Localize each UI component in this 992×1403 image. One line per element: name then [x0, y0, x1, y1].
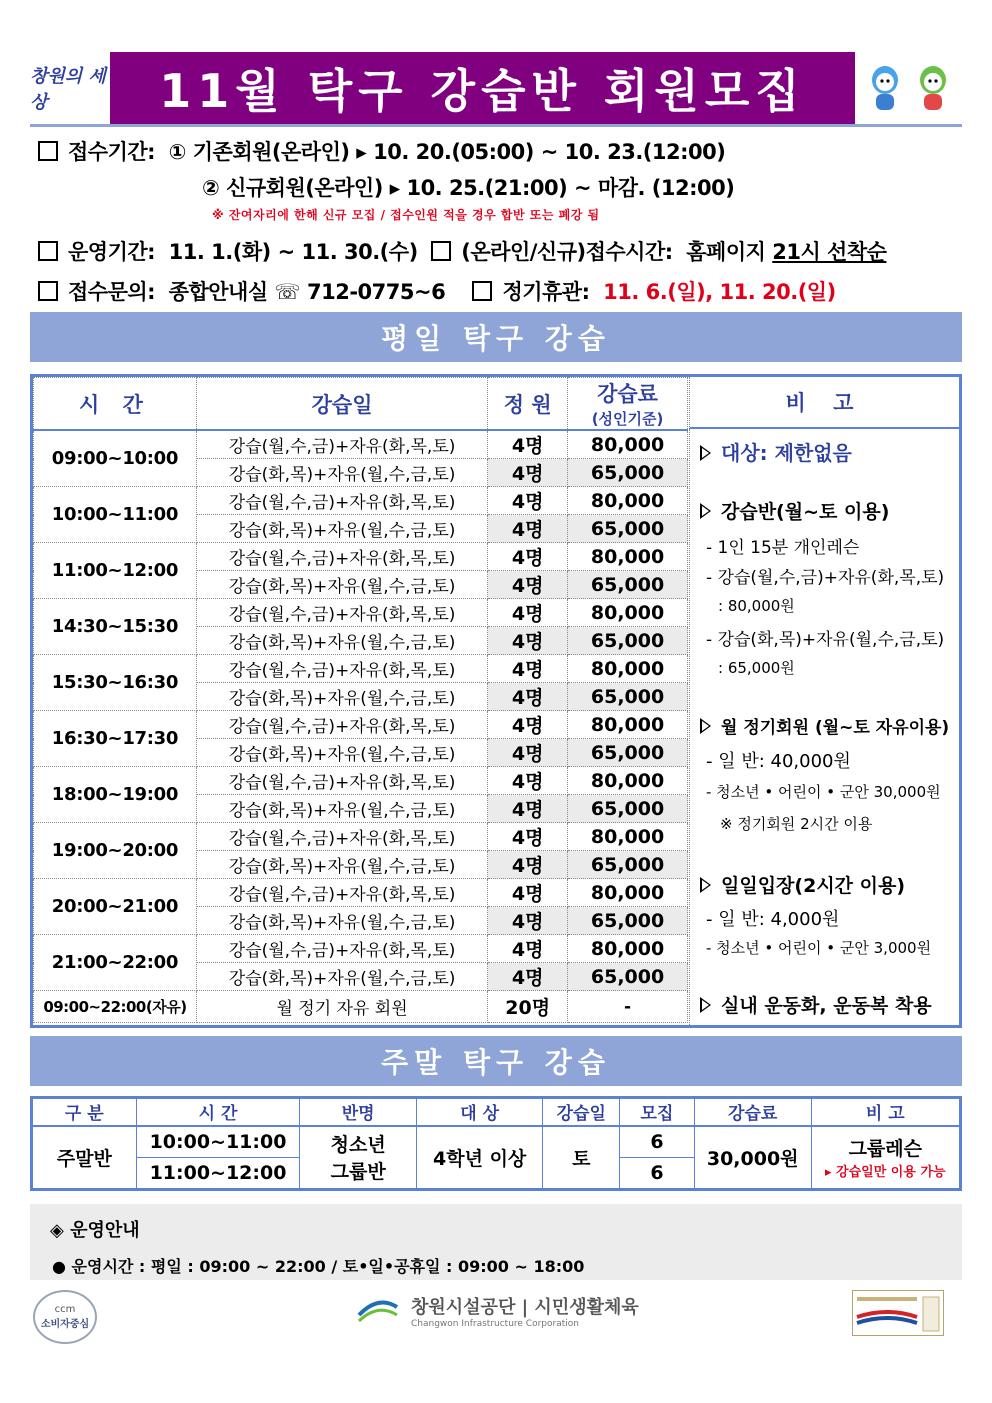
org-logo — [355, 1293, 639, 1329]
table-row — [34, 487, 688, 515]
we-class-name-2: 그룹반 — [330, 1161, 386, 1184]
certificate-badge — [852, 1290, 944, 1336]
ccm-badge-main: 소비자중심 — [40, 1319, 90, 1330]
header-divider — [30, 124, 962, 127]
mascot-green-icon — [914, 64, 952, 114]
we-count-1: 6 — [620, 1126, 695, 1158]
row-time: 18:00~19:00 — [34, 767, 197, 823]
row-class-a: 강습(월,수,금)+자유(화,목,토) — [196, 487, 487, 515]
row-time: 15:30~16:30 — [34, 655, 197, 711]
row-time: 19:00~20:00 — [34, 823, 197, 879]
guide-hours: ● 운영시간 : 평일 : 09:00 ~ 22:00 / 토•일•공휴일 : 09:00 ~ 18:00 — [52, 1257, 585, 1276]
row-time: 11:00~12:00 — [34, 543, 197, 599]
row-class-b: 강습(화,목)+자유(월,수,금,토) — [196, 683, 487, 711]
page-title: 11월 탁구 강습반 회원모집 — [110, 52, 855, 124]
row-class-b: 강습(화,목)+자유(월,수,금,토) — [196, 739, 487, 767]
free-capacity: 20명 — [488, 991, 568, 1023]
remark-monthly-2: - 청소년 • 어린이 • 군안 30,000원 — [706, 783, 941, 801]
online-prefix: 홈페이지 — [686, 240, 766, 264]
we-header-day: 강습일 — [543, 1098, 620, 1126]
we-class-name — [300, 1126, 417, 1190]
table-row-free — [34, 991, 688, 1023]
row-time: 21:00~22:00 — [34, 935, 197, 991]
header-fee-label: 강습료 — [597, 382, 658, 406]
remark-lesson-heading: 강습반(월~토 이용) — [700, 497, 889, 524]
row-capacity-a: 4명 — [488, 767, 568, 795]
checkbox-icon — [38, 281, 58, 301]
row-class-b: 강습(화,목)+자유(월,수,금,토) — [196, 851, 487, 879]
row-fee-b: 65,000 — [568, 795, 688, 823]
row-capacity-b: 4명 — [488, 459, 568, 487]
row-fee-a: 80,000 — [568, 935, 688, 963]
free-class: 월 정기 자유 회원 — [196, 991, 487, 1023]
header-time: 시 간 — [34, 378, 197, 431]
row-fee-b: 65,000 — [568, 571, 688, 599]
table-row — [34, 430, 688, 459]
org-name: 창원시설공단 | 시민생활체육 — [411, 1297, 639, 1318]
triangle-icon — [700, 445, 711, 461]
reception-note: ※ 잔여자리에 한해 신규 모집 / 접수인원 적을 경우 합반 또는 폐강 됨 — [212, 208, 600, 222]
period-value: 11. 1.(화) ~ 11. 30.(수) — [168, 240, 418, 264]
row-class-b: 강습(화,목)+자유(월,수,금,토) — [196, 515, 487, 543]
row-fee-b: 65,000 — [568, 627, 688, 655]
triangle-icon — [700, 718, 711, 734]
table-row — [34, 711, 688, 739]
row-capacity-b: 4명 — [488, 795, 568, 823]
org-emblem-icon — [355, 1293, 401, 1329]
period-line — [38, 236, 886, 266]
online-value: 21시 선착순 — [772, 240, 887, 264]
row-class-b: 강습(화,목)+자유(월,수,금,토) — [196, 571, 487, 599]
row-fee-a: 80,000 — [568, 823, 688, 851]
row-class-a: 강습(월,수,금)+자유(화,목,토) — [196, 823, 487, 851]
row-class-b: 강습(화,목)+자유(월,수,금,토) — [196, 963, 487, 991]
row-capacity-a: 4명 — [488, 430, 568, 459]
we-time-2: 11:00~12:00 — [136, 1158, 300, 1190]
ccm-badge — [33, 1290, 97, 1344]
row-capacity-a: 4명 — [488, 879, 568, 907]
remark-lesson-2: - 강습(월,수,금)+자유(화,목,토) — [706, 568, 945, 588]
closed-value: 11. 6.(일), 11. 20.(일) — [603, 280, 836, 304]
guide-title: ◈ 운영안내 — [50, 1220, 140, 1241]
remark-lesson-3-price: : 65,000원 — [718, 659, 795, 677]
header-capacity: 정 원 — [488, 378, 568, 431]
row-fee-b: 65,000 — [568, 515, 688, 543]
row-fee-b: 65,000 — [568, 459, 688, 487]
row-time: 09:00~10:00 — [34, 430, 197, 487]
row-class-a: 강습(월,수,금)+자유(화,목,토) — [196, 879, 487, 907]
row-time: 10:00~11:00 — [34, 487, 197, 543]
table-row — [34, 879, 688, 907]
remark-daily-heading: 일일입장(2시간 이용) — [700, 871, 905, 898]
row-capacity-b: 4명 — [488, 963, 568, 991]
reception-line-1 — [38, 136, 725, 166]
remark-target: 대상: 제한없음 — [700, 437, 852, 466]
table-row — [34, 935, 688, 963]
row-time: 16:30~17:30 — [34, 711, 197, 767]
we-fee: 30,000원 — [694, 1126, 811, 1190]
inquiry-label: 접수문의: — [68, 280, 156, 304]
remark-lesson-2-price: : 80,000원 — [718, 597, 795, 615]
remark-lesson-1: - 1인 15분 개인레슨 — [706, 538, 860, 558]
we-day: 토 — [543, 1126, 620, 1190]
row-capacity-a: 4명 — [488, 599, 568, 627]
row-capacity-b: 4명 — [488, 851, 568, 879]
row-class-b: 강습(화,목)+자유(월,수,금,토) — [196, 627, 487, 655]
online-label: (온라인/신규)접수시간: — [461, 240, 673, 264]
period-label: 운영기간: — [68, 240, 156, 264]
we-header-class: 반명 — [300, 1098, 417, 1126]
free-fee: - — [568, 991, 688, 1023]
city-logo: 창원의 세상 — [30, 66, 106, 113]
row-fee-a: 80,000 — [568, 767, 688, 795]
row-fee-a: 80,000 — [568, 711, 688, 739]
we-count-2: 6 — [620, 1158, 695, 1190]
row-capacity-b: 4명 — [488, 515, 568, 543]
checkbox-icon — [431, 241, 451, 261]
remark-daily-2: - 청소년 • 어린이 • 군안 3,000원 — [706, 939, 932, 957]
operation-guide — [30, 1204, 962, 1280]
weekday-section-title: 평일 탁구 강습 — [30, 312, 962, 362]
checkbox-icon — [38, 141, 58, 161]
mascot-icons — [862, 58, 962, 118]
table-row — [34, 599, 688, 627]
we-remark-main: 그룹레슨 — [848, 1138, 922, 1161]
header-fee — [568, 378, 688, 431]
remark-daily-1: - 일 반: 4,000원 — [706, 909, 840, 930]
row-class-a: 강습(월,수,금)+자유(화,목,토) — [196, 543, 487, 571]
row-capacity-b: 4명 — [488, 907, 568, 935]
checkbox-icon — [472, 281, 492, 301]
we-header-time: 시 간 — [136, 1098, 300, 1126]
we-class-name-1: 청소년 — [330, 1134, 386, 1157]
remark-monthly-3: ※ 정기회원 2시간 이용 — [720, 815, 873, 833]
row-fee-a: 80,000 — [568, 879, 688, 907]
we-remark — [811, 1126, 960, 1190]
row-fee-b: 65,000 — [568, 683, 688, 711]
inquiry-line — [38, 276, 836, 306]
row-class-b: 강습(화,목)+자유(월,수,금,토) — [196, 459, 487, 487]
row-fee-b: 65,000 — [568, 739, 688, 767]
table-row — [34, 543, 688, 571]
row-fee-a: 80,000 — [568, 430, 688, 459]
inquiry-value: 종합안내실 ☏ 712-0775~6 — [168, 280, 446, 304]
we-header-fee: 강습료 — [694, 1098, 811, 1126]
row-fee-a: 80,000 — [568, 599, 688, 627]
reception-line-2 — [202, 172, 734, 202]
remark-monthly-1: - 일 반: 40,000원 — [706, 751, 851, 772]
row-class-b: 강습(화,목)+자유(월,수,금,토) — [196, 907, 487, 935]
org-sub: Changwon Infrastructure Corporation — [411, 1319, 579, 1329]
free-time: 09:00~22:00(자유) — [34, 991, 197, 1023]
reception-new: ② 신규회원(온라인) ▸ 10. 25.(21:00) ~ 마감. (12:00) — [202, 176, 735, 200]
row-capacity-b: 4명 — [488, 627, 568, 655]
weekday-table — [33, 377, 688, 1023]
ccm-badge-top: ccm — [54, 1304, 76, 1315]
remark-monthly-heading: 월 정기회원 (월~토 자유이용) — [700, 713, 949, 738]
header-fee-sub: (성인기준) — [591, 410, 664, 428]
row-capacity-a: 4명 — [488, 487, 568, 515]
row-fee-b: 65,000 — [568, 963, 688, 991]
weekend-section-title: 주말 탁구 강습 — [30, 1036, 962, 1086]
header-class: 강습일 — [196, 378, 487, 431]
we-target: 4학년 이상 — [416, 1126, 542, 1190]
table-row — [34, 767, 688, 795]
we-remark-sub: ▸ 강습일만 이용 가능 — [825, 1165, 946, 1181]
row-time: 14:30~15:30 — [34, 599, 197, 655]
triangle-icon — [700, 877, 711, 893]
row-capacity-a: 4명 — [488, 711, 568, 739]
row-fee-a: 80,000 — [568, 655, 688, 683]
row-capacity-b: 4명 — [488, 571, 568, 599]
row-class-a: 강습(월,수,금)+자유(화,목,토) — [196, 430, 487, 459]
weekend-table — [30, 1096, 962, 1191]
triangle-icon — [700, 997, 711, 1013]
we-header-count: 모집 — [620, 1098, 695, 1126]
row-fee-b: 65,000 — [568, 851, 688, 879]
we-time-1: 10:00~11:00 — [136, 1126, 300, 1158]
row-class-b: 강습(화,목)+자유(월,수,금,토) — [196, 795, 487, 823]
remark-shoes: 실내 운동화, 운동복 착용 — [700, 991, 932, 1018]
row-fee-b: 65,000 — [568, 907, 688, 935]
row-capacity-b: 4명 — [488, 683, 568, 711]
row-class-a: 강습(월,수,금)+자유(화,목,토) — [196, 935, 487, 963]
certificate-icon — [853, 1291, 945, 1337]
mascot-blue-icon — [866, 64, 904, 114]
we-header-remark: 비 고 — [811, 1098, 960, 1126]
closed-label: 정기휴관: — [502, 280, 590, 304]
weekday-remarks — [689, 429, 959, 1025]
triangle-icon — [700, 503, 711, 519]
row-fee-a: 80,000 — [568, 487, 688, 515]
we-division: 주말반 — [32, 1126, 137, 1190]
row-class-a: 강습(월,수,금)+자유(화,목,토) — [196, 655, 487, 683]
row-class-a: 강습(월,수,금)+자유(화,목,토) — [196, 711, 487, 739]
row-class-a: 강습(월,수,금)+자유(화,목,토) — [196, 767, 487, 795]
row-capacity-b: 4명 — [488, 739, 568, 767]
table-row — [34, 655, 688, 683]
row-time: 20:00~21:00 — [34, 879, 197, 935]
we-header-division: 구 분 — [32, 1098, 137, 1126]
row-capacity-a: 4명 — [488, 655, 568, 683]
row-fee-a: 80,000 — [568, 543, 688, 571]
row-capacity-a: 4명 — [488, 935, 568, 963]
reception-existing: ① 기존회원(온라인) ▸ 10. 20.(05:00) ~ 10. 23.(12:00) — [168, 140, 726, 164]
row-capacity-a: 4명 — [488, 543, 568, 571]
header — [30, 52, 962, 126]
table-row — [34, 823, 688, 851]
row-capacity-a: 4명 — [488, 823, 568, 851]
reception-label: 접수기간: — [68, 140, 156, 164]
header-remark: 비 고 — [689, 377, 959, 429]
we-header-target: 대 상 — [416, 1098, 542, 1126]
checkbox-icon — [38, 241, 58, 261]
remark-lesson-3: - 강습(화,목)+자유(월,수,금,토) — [706, 630, 945, 650]
row-class-a: 강습(월,수,금)+자유(화,목,토) — [196, 599, 487, 627]
